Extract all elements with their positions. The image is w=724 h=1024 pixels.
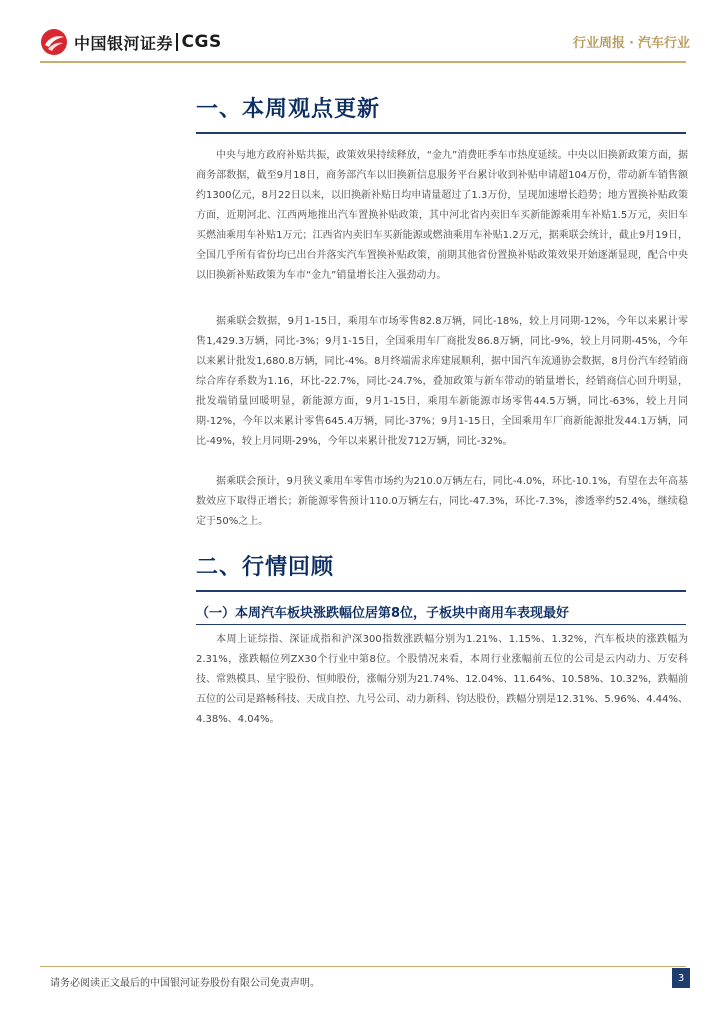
logo-english-name: CGS: [181, 32, 222, 52]
logo-chinese-name: 中国银河证券: [74, 33, 174, 53]
company-logo: [40, 28, 222, 56]
disclaimer-text: 请务必阅读正文最后的中国银河证券股份有限公司免责声明。: [50, 978, 320, 989]
section-2-paragraph: 本周上证综指、深证成指和沪深300指数涨跌幅分别为1.21%、1.15%、1.32%，汽车板块的涨跌幅为2.31%，涨跌幅位列ZX30个行业中第8位。个股情况来看，本周行业涨幅前五位的公司是云内动力、万安科技、常熟模具、星宇股份、恒帅股份，涨幅分别为21.74%、12.04%、11.64%、10.58%、10.32%，跌幅前五位的公司是路畅科技、天成自控、九号公司、动力新科、钧达股份，跌幅分别是12.31%、5.96%、4.44%、4.38%、4.04%。: [196, 634, 688, 725]
report-type: 行业周报: [573, 36, 626, 51]
section-1-divider: [196, 132, 686, 134]
footer-divider: [40, 966, 686, 967]
header-separator: ·: [629, 36, 634, 51]
logo-divider: [176, 33, 178, 51]
section-1-paragraph-3: 据乘联会预计，9月狭义乘用车零售市场约为210.0万辆左右，同比-4.0%，环比-10.1%，有望在去年高基数效应下取得正增长；新能源零售预计110.0万辆左右，同比-47.3%，环比-7.3%，渗透率约52.4%，继续稳定于50%之上。: [196, 476, 688, 527]
galaxy-logo-icon: [40, 28, 68, 56]
header-divider: [40, 61, 686, 63]
section-1-paragraph-1: 中央与地方政府补贴共振，政策效果持续释放，“金九”消费旺季车市热度延续。中央以旧换新政策方面，据商务部数据，截至9月18日，商务部汽车以旧换新信息服务平台累计收到补贴申请超104万份，带动新车销售额约1300亿元，8月22日以来，以旧换新补贴日均申请量超过了1.3万份，呈现加速增长趋势；地方置换补贴政策方面，近期河北、江西两地推出汽车置换补贴政策，其中河北省内卖旧车买新能源乘用车补贴1.5万元，卖旧车买燃油乘用车补贴1万元；江西省内卖旧车买新能源或燃油乘用车补贴1.2万元，据乘联会统计，截止9月19日，全国几乎所有省份均已出台并落实汽车置换补贴政策，前期其他省份置换补贴政策效果开始逐渐显现，配合中央以旧换新补贴政策为车市“金九”销量增长注入强劲动力。: [196, 150, 688, 281]
section-1-title: 一、本周观点更新: [196, 96, 381, 122]
subsection-divider: [196, 624, 686, 625]
section-2-title: 二、行情回顾: [196, 554, 335, 580]
industry-name: 汽车行业: [637, 36, 690, 51]
subsection-title: （一）本周汽车板块涨跌幅位居第8位，子板块中商用车表现最好: [196, 606, 570, 621]
report-category: [573, 32, 690, 51]
page-number: 3: [672, 968, 690, 988]
section-1-paragraph-2: 据乘联会数据，9月1-15日，乘用车市场零售82.8万辆，同比-18%，较上月同期-12%，今年以来累计零售1,429.3万辆，同比-3%；9月1-15日，全国乘用车厂商批发86.8万辆，同比-9%，较上月同期-45%，今年以来累计批发1,680.8万辆，同比-4%。8月终端需求库建展顺利，据中国汽车流通协会数据，8月份汽车经销商综合库存系数为1.16，环比-22.7%，同比-24.7%，叠加政策与新车带动的销量增长，经销商信心回升明显，批发端销量回暖明显，新能源方面，9月1-15日，乘用车新能源市场零售44.5万辆，同比-63%，较上月同期-12%，今年以来累计零售645.4万辆，同比-37%；9月1-15日，全国乘用车厂商新能源批发44.1万辆，同比-49%，较上月同期-29%，今年以来累计批发712万辆，同比-32%。: [196, 316, 688, 447]
page-header: [0, 0, 724, 70]
section-2-divider: [196, 590, 686, 592]
